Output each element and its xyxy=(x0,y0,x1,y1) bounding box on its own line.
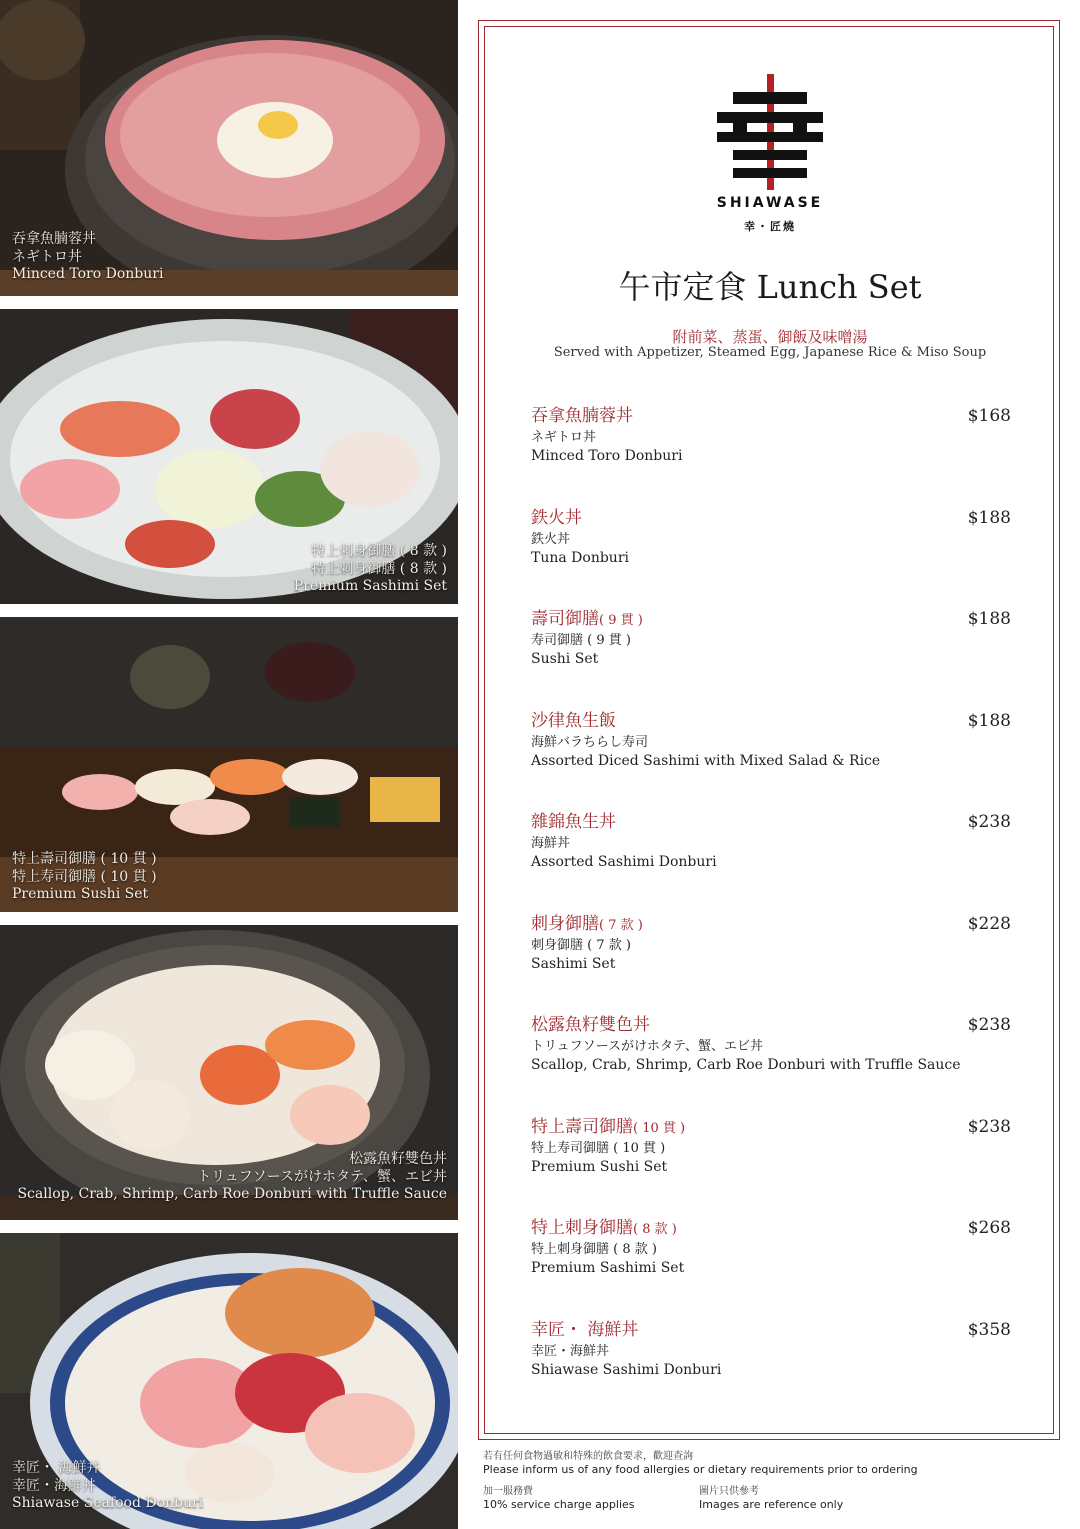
item-name-jp: 海鮮丼 xyxy=(531,836,571,851)
item-name-zh: 沙律魚生飯 xyxy=(531,711,616,731)
menu-item xyxy=(531,1014,1011,1094)
photo-minced-toro-donburi xyxy=(0,0,458,296)
item-name-jp: トリュフソースがけホタテ、蟹、エビ丼 xyxy=(531,1039,764,1054)
menu-subtitle-en: Served with Appetizer, Steamed Egg, Japanese Rice & Miso Soup xyxy=(553,345,987,360)
photo-premium-sashimi-set xyxy=(0,309,458,604)
item-name-en: Minced Toro Donburi xyxy=(531,448,683,464)
item-price: $188 xyxy=(967,609,1011,629)
item-price: $358 xyxy=(967,1320,1011,1340)
image-note-en: Images are reference only xyxy=(699,1498,844,1511)
item-price: $168 xyxy=(967,406,1011,426)
menu-item xyxy=(531,1217,1011,1297)
item-name-en: Premium Sashimi Set xyxy=(531,1260,685,1276)
shiawase-logo-icon xyxy=(711,74,829,190)
item-price: $268 xyxy=(967,1218,1011,1238)
item-price: $238 xyxy=(967,1117,1011,1137)
item-name-zh: 特上刺身御膳( 8 款 ) xyxy=(531,1218,677,1238)
item-name-jp: 特上寿司御膳 ( 10 貫 ) xyxy=(531,1141,666,1156)
menu-item xyxy=(531,608,1011,688)
image-note-zh: 圖片只供參考 xyxy=(699,1486,759,1497)
item-name-zh: 鉄火丼 xyxy=(531,508,582,528)
photo-caption: 松露魚籽雙色丼 トリュフソースがけホタテ、蟹、エビ丼 Scallop, Crab, Shrimp, Carb Roe Donburi with Truffle Sauce xyxy=(17,1151,447,1202)
item-price: $188 xyxy=(967,508,1011,528)
allergy-note-zh: 若有任何食物過敏和特殊的飲食要求，歡迎查詢 xyxy=(483,1451,693,1462)
item-name-jp: 海鮮バラちらし寿司 xyxy=(531,735,649,750)
item-name-en: Premium Sushi Set xyxy=(531,1159,668,1175)
allergy-note-en: Please inform us of any food allergies or dietary requirements prior to ordering xyxy=(483,1463,918,1476)
item-name-en: Sushi Set xyxy=(531,651,599,667)
menu-item xyxy=(531,405,1011,485)
menu-item xyxy=(531,913,1011,993)
menu-title: 午市定食 Lunch Set xyxy=(618,268,922,306)
item-name-en: Assorted Sashimi Donburi xyxy=(531,854,717,870)
item-name-jp: 鉄火丼 xyxy=(531,532,571,547)
item-name-jp: 刺身御膳 ( 7 款 ) xyxy=(531,938,631,953)
photo-shiawase-seafood-donburi xyxy=(0,1233,458,1529)
item-name-zh: 壽司御膳( 9 貫 ) xyxy=(531,609,643,629)
photo-premium-sushi-set xyxy=(0,617,458,912)
item-name-zh: 特上壽司御膳( 10 貫 ) xyxy=(531,1117,686,1137)
item-name-zh: 幸匠・ 海鮮丼 xyxy=(531,1320,639,1340)
photo-caption: 特上刺身御膳 ( 8 款 ) 特上刺身御膳 ( 8 款 ) Premium Sashimi Set xyxy=(293,543,447,594)
menu-item xyxy=(531,1319,1011,1399)
item-name-en: Scallop, Crab, Shrimp, Carb Roe Donburi with Truffle Sauce xyxy=(531,1057,961,1073)
menu-item xyxy=(531,507,1011,587)
item-name-jp: 幸匠・海鮮丼 xyxy=(531,1344,610,1359)
service-charge-zh: 加一服務費 xyxy=(483,1486,533,1497)
item-name-jp: 特上刺身御膳 ( 8 款 ) xyxy=(531,1242,657,1257)
photo-caption: 吞拿魚腩蓉丼 ネギトロ丼 Minced Toro Donburi xyxy=(12,231,164,282)
photo-caption: 特上壽司御膳 ( 10 貫 ) 特上寿司御膳 ( 10 貫 ) Premium Sushi Set xyxy=(12,851,157,902)
brand-name: SHIAWASE xyxy=(716,195,824,211)
item-name-zh: 松露魚籽雙色丼 xyxy=(531,1015,650,1035)
menu-item xyxy=(531,1116,1011,1196)
item-name-zh: 刺身御膳( 7 款 ) xyxy=(531,914,643,934)
item-name-zh: 吞拿魚腩蓉丼 xyxy=(531,406,633,426)
service-charge-en: 10% service charge applies xyxy=(483,1498,635,1511)
item-name-en: Shiawase Sashimi Donburi xyxy=(531,1362,722,1378)
menu-item xyxy=(531,710,1011,790)
brand-subname: 幸・匠燒 xyxy=(744,220,796,233)
photo-caption: 幸匠・ 海鮮丼 幸匠・海鮮丼 Shiawase Seafood Donburi xyxy=(12,1460,204,1511)
item-name-jp: ネギトロ丼 xyxy=(531,430,597,445)
item-price: $238 xyxy=(967,1015,1011,1035)
item-name-en: Sashimi Set xyxy=(531,956,616,972)
item-name-en: Tuna Donburi xyxy=(531,550,629,566)
item-price: $188 xyxy=(967,711,1011,731)
item-name-en: Assorted Diced Sashimi with Mixed Salad & Rice xyxy=(531,753,881,769)
item-name-jp: 寿司御膳 ( 9 貫 ) xyxy=(531,633,631,648)
photo-column xyxy=(0,0,458,1529)
menu-subtitle-zh: 附前菜、蒸蛋、御飯及味噌湯 xyxy=(672,328,868,346)
item-price: $238 xyxy=(967,812,1011,832)
photo-truffle-donburi xyxy=(0,925,458,1220)
menu-item xyxy=(531,811,1011,891)
item-price: $228 xyxy=(967,914,1011,934)
item-name-zh: 雜錦魚生丼 xyxy=(531,812,616,832)
